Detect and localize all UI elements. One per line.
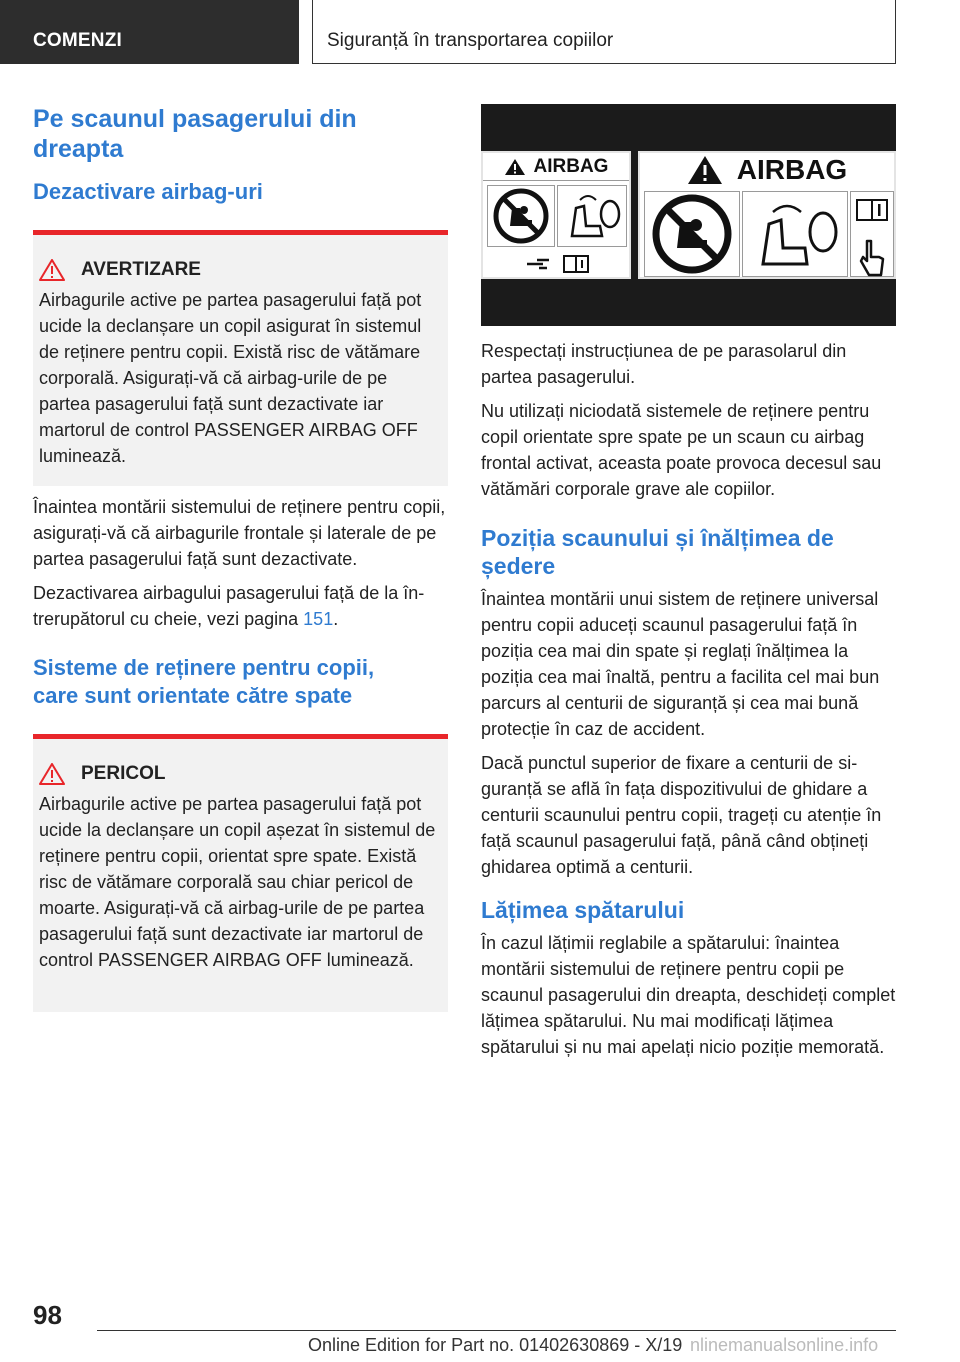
- paragraph: Respectați instrucțiunea de pe parasolarul din partea pasagerului.: [481, 341, 847, 387]
- warning-title: AVERTIZARE: [81, 259, 201, 280]
- no-rear-facing-seat-icon: [488, 186, 554, 246]
- warning-triangle-icon: [39, 763, 65, 785]
- paragraph-page-reference: [33, 580, 448, 632]
- airbag-label-small: [481, 151, 631, 279]
- seat-airbag-icon: [743, 192, 847, 276]
- seat-airbag-cell: [557, 185, 627, 247]
- heading-rear-facing-seats: Sisteme de reținere pentru copii, care sunt orientate către spate: [33, 655, 375, 708]
- airbag-label-large: [638, 151, 896, 279]
- heading-backrest-width: Lățimea spătarului: [481, 897, 685, 923]
- danger-header: [39, 763, 440, 785]
- no-rear-facing-seat-icon: [645, 192, 739, 276]
- no-child-seat-cell: [487, 185, 555, 247]
- hand-pointer-icon: [851, 237, 893, 281]
- paragraph: Înaintea montării sistemului de reținere pentru copii, asigurați-vă că airbagurile frontale și laterale de pe partea pasagerului față sunt dezactivate.: [33, 497, 446, 569]
- left-column: [33, 104, 448, 1012]
- hand-pointer-icon: [525, 256, 553, 272]
- right-column: [481, 104, 896, 1060]
- manual-icons-row: [487, 251, 627, 277]
- no-child-seat-cell: [644, 191, 740, 277]
- warning-triangle-icon: [687, 155, 723, 185]
- heading-seat-position: Poziția scaunului și înălțimea de ședere: [481, 525, 834, 579]
- seat-airbag-icon: [558, 186, 626, 246]
- label-header: [483, 153, 629, 181]
- manual-cell: [850, 191, 894, 277]
- page-number: 98: [33, 1300, 62, 1330]
- danger-title: PERICOL: [81, 763, 166, 784]
- manual-book-icon: [851, 192, 893, 232]
- warning-box: [33, 230, 448, 486]
- paragraph: Nu utilizați niciodată sistemele de reținere pentru copil orientate spre spate pe un scaun cu airbag frontal activat, aceasta poate provoca decesul sau vătămări corporale grave ale copiilor.: [481, 401, 882, 499]
- footer-edition: Online Edition for Part no. 01402630869 - X/19: [308, 1335, 683, 1355]
- heading-airbag-deactivation: Dezactivare airbag-uri: [33, 179, 263, 204]
- danger-box: [33, 734, 448, 1012]
- warning-triangle-icon: [39, 259, 65, 281]
- warning-triangle-icon: [504, 158, 526, 176]
- section-title: Siguranță în transportarea copiilor: [312, 0, 896, 64]
- warning-text: Airbagurile active pe partea pasagerului față pot ucide la declanșare un copil asigurat în sistemul de reținere pentru copii. Există risc de vătămare corporală. Asigurați-vă că airbag-urile de pe partea pasagerului față sunt dezactivate iar martorul de control PASSENGER AIRBAG OFF luminează.: [39, 290, 422, 466]
- airbag-text: AIRBAG: [736, 154, 848, 185]
- paragraph: Dacă punctul superior de fixare a centurii de siguranță se află în fața dispozitivului de ghidare a centurii scaunului pentru copii, trageți cu atenție în față scaunul pasagerului față, până când obțineți ghidarea optimă a centurii.: [481, 753, 882, 877]
- seat-airbag-cell: [742, 191, 848, 277]
- paragraph: În cazul lățimii reglabile a spătarului: înaintea montării sistemului de reținere pentru copii pe scaunul pasagerului din dreapta, deschideți complet lățimea spătarului. Nu mai modificați lățimea spătarului și nu mai apelați nicio poziție memorată.: [481, 933, 896, 1057]
- manual-book-icon: [563, 254, 589, 274]
- page-link[interactable]: 151: [303, 609, 334, 629]
- danger-text: Airbagurile active pe partea pasagerului față pot ucide la declanșare un copil așezat în sistemul de reținere pentru copii, orientat spre spate. Există risc de vătămare corporală sau chiar pericol de moarte. Asigurați-vă că airbag-urile de pe partea pasagerului față sunt dezactivate iar martorul de control PASSENGER AIRBAG OFF luminează.: [39, 794, 436, 970]
- chapter-tab: COMENZI: [0, 0, 299, 64]
- label-header: [640, 153, 894, 187]
- paragraph: Înaintea montării unui sistem de reținere universal pentru copii aduceți scaunul pasagerului față în poziția cea mai din spate și reglați înălțimea la poziția cea mai înaltă, pentru a facilita cel mai bun parcurs al centurii de siguranță și cea mai bună protecție în caz de accident.: [481, 589, 880, 739]
- footer-divider: [97, 1330, 896, 1331]
- footer-watermark: nlinemanualsonline.info: [690, 1335, 879, 1355]
- heading-passenger-seat: Pe scaunul pasagerului din dreapta: [33, 105, 357, 163]
- airbag-text: AIRBAG: [533, 155, 609, 177]
- reference-text: Dezactivarea airbagului pasagerului față de la întrerupătorul cu cheie, vezi pagina: [33, 583, 425, 629]
- airbag-label-photo: [481, 104, 896, 326]
- reference-end: .: [333, 609, 339, 629]
- warning-header: [39, 259, 440, 281]
